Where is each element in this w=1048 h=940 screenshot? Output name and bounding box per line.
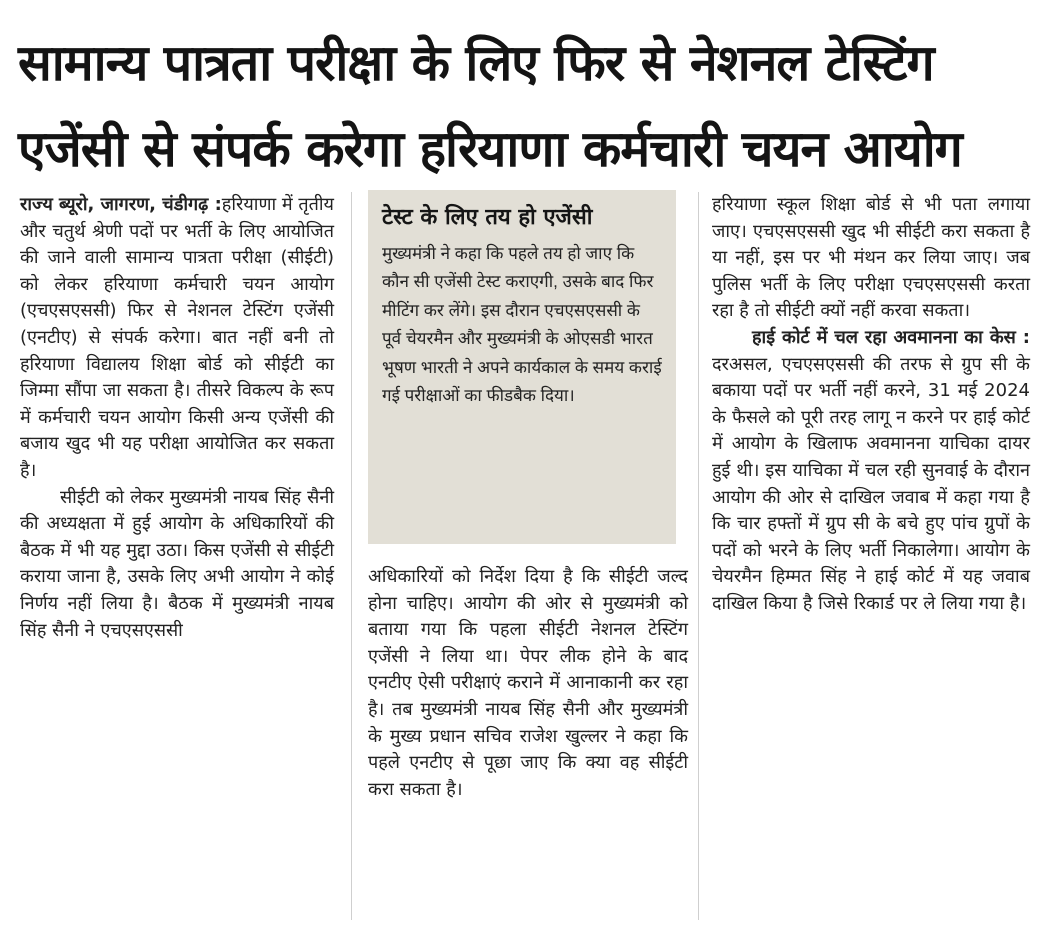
column-3-paragraph-2 bbox=[712, 325, 1030, 618]
byline: राज्य ब्यूरो, जागरण, चंडीगढ़ : bbox=[20, 194, 222, 215]
column-2-paragraph-1: अधिकारियों को निर्देश दिया है कि सीईटी जल्द होना चाहिए। आयोग की ओर से मुख्यमंत्री को बताया गया कि पहला सीईटी नेशनल टेस्टिंग एजेंसी ने लिया था। पेपर लीक होने के बाद एनटीए ऐसी परीक्षाएं कराने में आनाकानी कर रहा है। तब मुख्यमंत्री नायब सिंह सैनी और मुख्यमंत्री के मुख्य प्रधान सचिव राजेश खुल्लर ने कहा कि पहले एनटीए से पूछा जाए कि क्या वह सीईटी करा सकता है। bbox=[368, 566, 688, 800]
article-column-3 bbox=[712, 192, 1030, 618]
sidebar-box-body: मुख्यमंत्री ने कहा कि पहले तय हो जाए कि कौन सी एजेंसी टेस्ट कराएगी, उसके बाद फिर मीटिंग कर लेंगे। इस दौरान एचएसएससी के पूर्व चेयरमैन और मुख्यमंत्री के ओएसडी भारत भूषण भारती ने अपने कार्यकाल के समय कराई गई परीक्षाओं का फीडबैक दिया। bbox=[382, 244, 662, 406]
column-1-paragraph-2: सीईटी को लेकर मुख्यमंत्री नायब सिंह सैनी की अध्यक्षता में हुई आयोग के अधिकारियों की बैठक में भी यह मुद्दा उठा। किस एजेंसी से सीईटी कराया जाना है, उसके लिए अभी आयोग ने कोई निर्णय नहीं लिया है। बैठक में मुख्यमंत्री नायब सिंह सैनी ने एचएसएससी bbox=[20, 486, 334, 641]
column-1-text-1: हरियाणा में तृतीय और चतुर्थ श्रेणी पदों पर भर्ती के लिए आयोजित की जाने वाली सामान्य पात्रता परीक्षा (सीईटी) को लेकर हरियाणा कर्मचारी चयन आयोग (एचएसएससी) फिर से नेशनल टेस्टिंग एजेंसी (एनटीए) से संपर्क करेगा। बात नहीं बनी तो हरियाणा विद्यालय शिक्षा बोर्ड को सीईटी का जिम्मा सौंपा जा सकता है। तीसरे विकल्प के रूप में कर्मचारी चयन आयोग किसी अन्य एजेंसी की बजाय खुद भी यह परीक्षा आयोजित कर सकता है। bbox=[20, 194, 334, 481]
column-divider-1 bbox=[351, 192, 352, 920]
column-divider-2 bbox=[698, 192, 699, 920]
column-3-text-2: दरअसल, एचएसएससी की तरफ से ग्रुप सी के बकाया पदों पर भर्ती नहीं करने, 31 मई 2024 के फैसले को पूरी तरह लागू न करने पर हाई कोर्ट में आयोग के खिलाफ अवमानना याचिका दायर हुई थी। इस याचिका में चल रही सुनवाई के दौरान आयोग की ओर से दाखिल जवाब में कहा गया है कि चार हफ्तों में ग्रुप सी के बचे हुए पांच ग्रुपों के पदों को भरने के लिए भर्ती निकालेगा। आयोग के चेयरमैन हिम्मत सिंह ने हाई कोर्ट में यह जवाब दाखिल किया है जिसे रिकार्ड पर ले लिया गया है। bbox=[712, 353, 1030, 614]
column-1-paragraph-1 bbox=[20, 192, 334, 485]
article-column-1 bbox=[20, 192, 334, 644]
sidebar-box-title: टेस्ट के लिए तय हो एजेंसी bbox=[382, 205, 593, 230]
sidebar-box bbox=[368, 190, 676, 544]
section-subhead: हाई कोर्ट में चल रहा अवमानना का केस : bbox=[752, 326, 1030, 348]
article-column-2 bbox=[368, 564, 688, 803]
headline: सामान्य पात्रता परीक्षा के लिए फिर से नेशनल टेस्टिंग एजेंसी से संपर्क करेगा हरियाणा कर्मचारी चयन आयोग bbox=[18, 34, 962, 178]
column-3-paragraph-1: हरियाणा स्कूल शिक्षा बोर्ड से भी पता लगाया जाए। एचएसएससी खुद भी सीईटी करा सकता है या नहीं, इस पर भी मंथन कर लिया जाए। जब पुलिस भर्ती के लिए परीक्षा एचएसएससी करता रहा है तो सीईटी क्यों नहीं करवा सकता। bbox=[712, 194, 1030, 322]
